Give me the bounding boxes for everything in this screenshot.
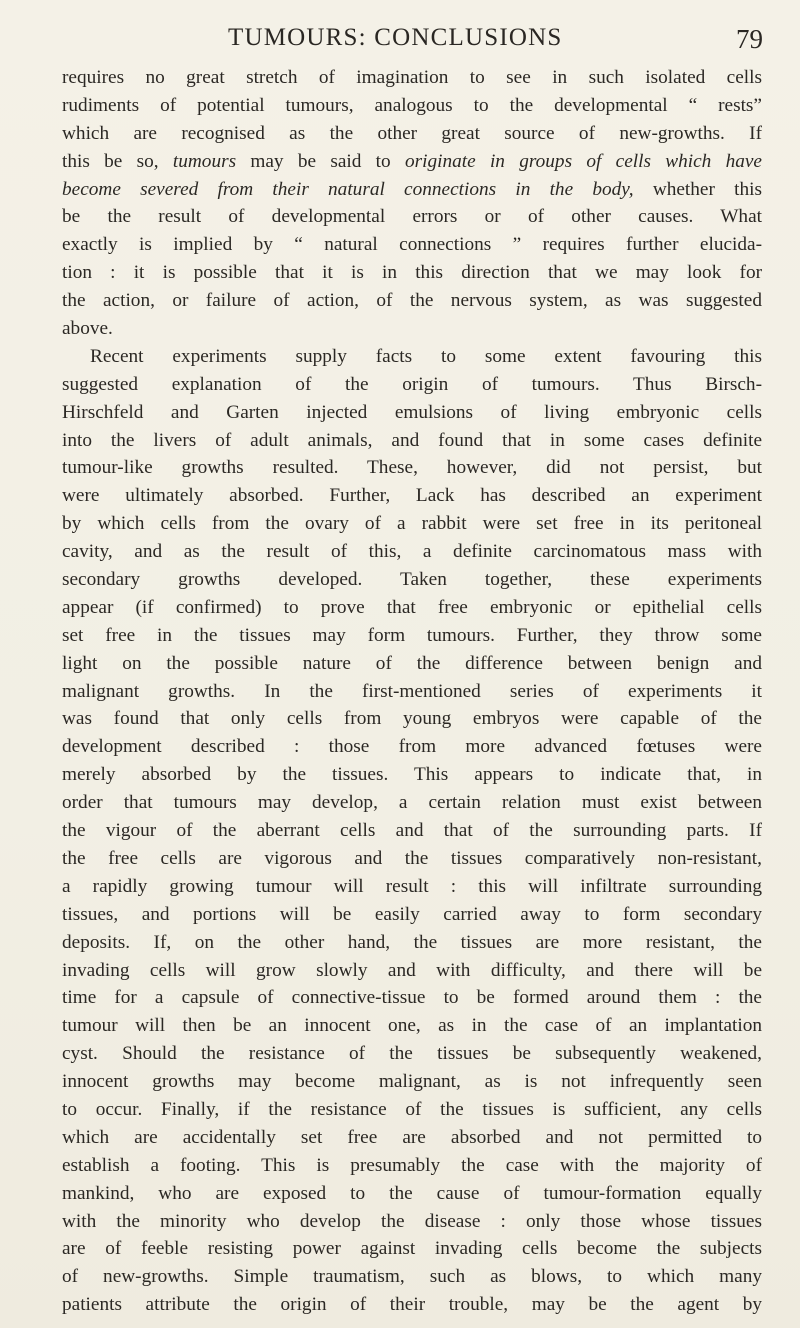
- text-line: of new-growths. Simple traumatism, such as blows, to which many: [62, 1266, 762, 1288]
- italic-text: tumours: [172, 150, 237, 172]
- text-line: rudiments of potential tumours, analogous to the developmental “ rests”: [62, 94, 762, 116]
- text-line: invading cells will grow slowly and with difficulty, and there will be: [62, 959, 762, 981]
- text-line: patients attribute the origin of their trouble, may be the agent by: [62, 1294, 762, 1316]
- italic-text: become severed from their natural connections in the body,: [62, 178, 634, 200]
- text-line: above.: [62, 318, 113, 340]
- text-line: set free in the tissues may form tumours. Further, they throw some: [62, 624, 762, 646]
- text-line: time for a capsule of connective-tissue to be formed around them : the: [62, 987, 762, 1009]
- text-line: which are recognised as the other great source of new-growths. If: [62, 122, 762, 144]
- text-line: suggested explanation of the origin of tumours. Thus Birsch-: [62, 373, 762, 395]
- text-line: mankind, who are exposed to the cause of tumour-formation equally: [62, 1182, 762, 1204]
- text-line: deposits. If, on the other hand, the tissues are more resistant, the: [62, 931, 762, 953]
- text-line: was found that only cells from young embryos were capable of the: [62, 708, 762, 730]
- text-line: tumour-like growths resulted. These, however, did not persist, but: [62, 457, 762, 479]
- text-line: merely absorbed by the tissues. This appears to indicate that, in: [62, 764, 762, 786]
- text-line: [62, 148, 762, 176]
- running-head: TUMOURS: CONCLUSIONS: [228, 24, 563, 51]
- text-line: with the minority who develop the disease : only those whose tissues: [62, 1210, 762, 1232]
- italic-text: originate in groups of cells which have: [404, 150, 762, 172]
- text-line: cavity, and as the result of this, a definite carcinomatous mass with: [62, 541, 762, 563]
- text-line: requires no great stretch of imagination to see in such isolated cells: [62, 67, 762, 88]
- text-line: Hirschfeld and Garten injected emulsions of living embryonic cells: [62, 401, 762, 423]
- text-line: the vigour of the aberrant cells and that of the surrounding parts. If: [62, 820, 762, 842]
- text-segment: may be said to: [236, 150, 405, 172]
- text-line: order that tumours may develop, a certain relation must exist between: [62, 792, 762, 814]
- text-line: establish a footing. This is presumably the case with the majority of: [62, 1154, 762, 1176]
- text-segment: this be so,: [62, 150, 173, 172]
- text-line: [62, 176, 762, 204]
- text-line: tissues, and portions will be easily carried away to form secondary: [62, 903, 762, 925]
- text-line: innocent growths may become malignant, as is not infrequently seen: [62, 1071, 762, 1093]
- text-line: appear (if confirmed) to prove that free embryonic or epithelial cells: [62, 596, 762, 618]
- text-line: exactly is implied by “ natural connections ” requires further elucida-: [62, 234, 762, 256]
- text-line: Recent experiments supply facts to some extent favouring this: [90, 345, 762, 367]
- page-number: 79: [736, 24, 763, 54]
- text-segment: whether this: [633, 178, 762, 200]
- text-line: into the livers of adult animals, and found that in some cases definite: [62, 429, 762, 451]
- text-line: tion : it is possible that it is in this direction that we may look for: [62, 262, 762, 284]
- text-line: development described : those from more advanced fœtuses were: [62, 736, 762, 758]
- text-line: were ultimately absorbed. Further, Lack has described an experiment: [62, 485, 762, 507]
- text-line: secondary growths developed. Taken together, these experiments: [62, 569, 762, 591]
- text-line: a rapidly growing tumour will result : this will infiltrate surrounding: [62, 875, 762, 897]
- text-line: the action, or failure of action, of the nervous system, as was suggested: [62, 290, 762, 312]
- text-line: the free cells are vigorous and the tissues comparatively non-resistant,: [62, 847, 762, 869]
- body-text: [62, 64, 762, 1319]
- page-header: [0, 20, 800, 60]
- text-line: cyst. Should the resistance of the tissues be subsequently weakened,: [62, 1043, 762, 1065]
- text-line: to occur. Finally, if the resistance of the tissues is sufficient, any cells: [62, 1098, 762, 1120]
- text-line: tumour will then be an innocent one, as in the case of an implantation: [62, 1015, 762, 1037]
- text-line: malignant growths. In the first-mentioned series of experiments it: [62, 680, 762, 702]
- text-line: light on the possible nature of the difference between benign and: [62, 652, 762, 674]
- text-line: are of feeble resisting power against invading cells become the subjects: [62, 1238, 762, 1260]
- text-line: which are accidentally set free are absorbed and not permitted to: [62, 1126, 762, 1148]
- text-line: be the result of developmental errors or of other causes. What: [62, 206, 762, 228]
- text-line: by which cells from the ovary of a rabbit were set free in its peritoneal: [62, 513, 762, 535]
